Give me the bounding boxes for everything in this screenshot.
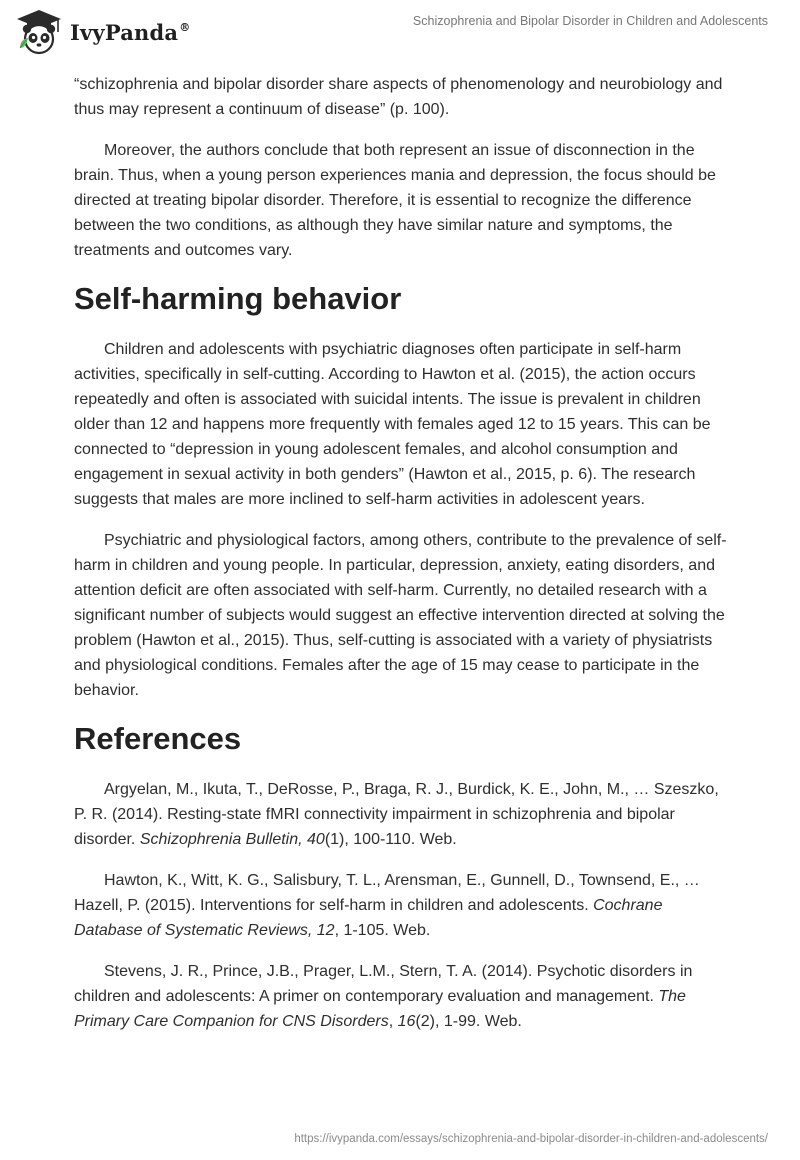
reference-item: Hawton, K., Witt, K. G., Salisbury, T. L., Arensman, E., Gunnell, D., Townsend, E., … Hazell, P. (2015). Interventions for self-harm in children and adolescents. Cochrane Database of Systematic Reviews, 12, 1-105. Web. — [74, 872, 700, 939]
source-url-link[interactable]: https://ivypanda.com/essays/schizophrenia-and-bipolar-disorder-in-children-and-adolescents/ — [294, 1133, 768, 1145]
ivypanda-logo[interactable] — [14, 8, 190, 56]
paragraph-self-harm-2: Psychiatric and physiological factors, among others, contribute to the prevalence of self-harm in children and young people. In particular, depression, anxiety, eating disorders, and attention deficit are often associated with self-harm. Currently, no detailed research with a significant number of subjects would suggest an effective intervention directed at solving the problem (Hawton et al., 2015). Thus, self-cutting is associated with a variety of physiatrists and physiological conditions. Females after the age of 15 may cease to participate in the behavior. — [74, 532, 727, 699]
document-title: Schizophrenia and Bipolar Disorder in Children and Adolescents — [412, 14, 768, 28]
heading-references: References — [74, 721, 242, 756]
reference-item: Stevens, J. R., Prince, J.B., Prager, L.M., Stern, T. A. (2014). Psychotic disorders in children and adolescents: A primer on contemporary evaluation and management. The Primary Care Companion for CNS Disorders, 16(2), 1-99. Web. — [74, 963, 693, 1030]
page-header — [0, 0, 800, 70]
logo-text: IvyPanda® — [70, 19, 191, 45]
essay-content — [74, 72, 728, 1050]
paragraph-quote-continuation: “schizophrenia and bipolar disorder share aspects of phenomenology and neurobiology and thus may represent a continuum of disease” (p. 100). — [74, 76, 723, 118]
panda-graduate-icon — [14, 8, 64, 56]
reference-item: Argyelan, M., Ikuta, T., DeRosse, P., Braga, R. J., Burdick, K. E., John, M., … Szeszko, P. R. (2014). Resting-state fMRI connectivity impairment in schizophrenia and bipolar disorder. Schizophrenia Bulletin, 40(1), 100-110. Web. — [74, 781, 719, 848]
heading-self-harming-behavior: Self-harming behavior — [74, 281, 402, 316]
paragraph-disconnection: Moreover, the authors conclude that both represent an issue of disconnection in the brain. Thus, when a young person experiences mania and depression, the focus should be directed at treating bipolar disorder. Therefore, it is essential to recognize the difference between the two conditions, as although they have similar nature and symptoms, the treatments and outcomes vary. — [74, 142, 716, 259]
paragraph-self-harm-1: Children and adolescents with psychiatric diagnoses often participate in self-harm activities, specifically in self-cutting. According to Hawton et al. (2015), the action occurs repeatedly and often is associated with suicidal intents. The issue is prevalent in children older than 12 and happens more frequently with females aged 12 to 15 years. This can be connected to “depression in young adolescent females, and alcohol consumption and engagement in sexual activity in both genders” (Hawton et al., 2015, p. 6). The research suggests that males are more inclined to self-harm activities in adolescent years. — [74, 341, 711, 508]
